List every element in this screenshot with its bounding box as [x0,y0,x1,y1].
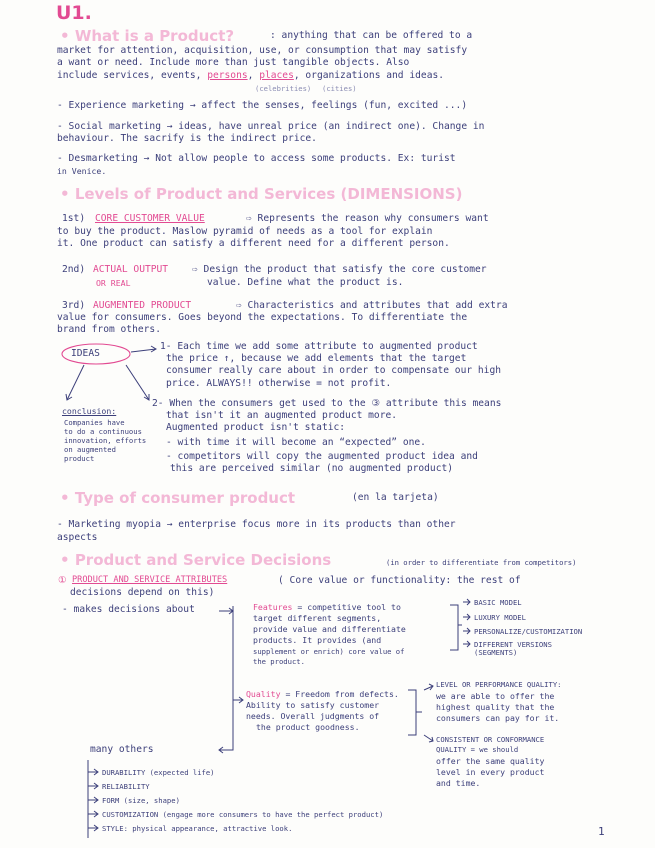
idea2-line4: - with time it will become an “expected” one. [166,437,426,448]
quality-block [246,689,399,699]
features-line2: target different segments, [253,613,382,623]
other-style: STYLE: physical appearance, attractive look. [102,824,293,833]
idea1-line2: the price ↑, because we add elements that the target [166,353,467,364]
quality-line4: the product goodness. [256,722,360,732]
conclusion-title: conclusion: [62,406,117,416]
myopia-line2: aspects [57,532,98,543]
conformance-quality-4: level in every product [436,767,545,777]
attributes-number: ① [58,575,67,586]
section-heading-product: • What is a Product? [60,27,235,45]
actual-line1: ⇨ Design the product that satisfy the core customer [192,264,487,275]
augmented-product-label: AUGMENTED PRODUCT [93,300,192,311]
product-def-line3: a want or need. Include more than just tangible objects. Also [57,57,410,68]
level-quality-1: LEVEL OR PERFORMANCE QUALITY: [436,680,562,689]
model-luxury: LUXURY MODEL [474,613,526,622]
features-line3: provide value and differentiate [253,624,406,634]
conclusion-line3: innovation, efforts [64,436,147,445]
conclusion-line5: product [64,454,95,463]
attributes-line1: ( Core value or functionality: the rest of [278,575,521,586]
augmented-line2: value for consumers. Goes beyond the expectations. To differentiate the [57,312,468,323]
features-line6: the product. [253,657,305,666]
page-title: U1. [56,2,92,24]
quality-label: Quality [246,689,281,699]
conformance-quality-5: and time. [436,778,481,788]
product-def-line4: include services, events, persons, places, organizations and ideas. [57,70,445,81]
idea2-line2: that isn't it an augmented product more. [166,410,398,421]
features-line5: supplement or enrich) core value of [253,647,405,656]
decisions-heading-text: Product and Service Decisions [74,551,332,569]
product-def-line4a: include services, events, [57,70,202,81]
features-line4: products. It provides (and [253,635,382,645]
idea2-line3: Augmented product isn't static: [166,422,346,433]
product-def-line1: : anything that can be offered to a [270,30,473,41]
core-line1: ⇨ Represents the reason why consumers want [246,213,489,224]
level-quality-4: consumers can pay for it. [436,713,560,723]
idea2-line1: 2- When the consumers get used to the ③ attribute this means [152,398,502,409]
idea1-line4: price. ALWAYS!! otherwise = not profit. [166,378,392,389]
quality-line1: = Freedom from defects. [285,689,399,699]
core-customer-value-label: CORE CUSTOMER VALUE [95,213,205,224]
idea1-line1: 1- Each time we add some attribute to augmented product [160,341,478,352]
page-number: 1 [598,825,605,838]
quality-line3: needs. Overall judgments of [246,711,380,721]
model-personalize: PERSONALIZE/CUSTOMIZATION [474,627,583,636]
product-def-line4b: , organizations and ideas. [293,70,445,81]
actual-or-real: OR REAL [96,278,131,288]
makes-decisions: - makes decisions about [62,604,195,615]
desmarketing-1: - Desmarketing → Not allow people to access some products. Ex: turist [57,153,456,164]
desmarketing-2: in Venice. [57,166,107,176]
ideas-label: IDEAS [71,348,100,359]
level-quality-3: highest quality that the [436,702,555,712]
model-basic: BASIC MODEL [474,598,522,607]
product-def-line2: market for attention, acquisition, use, or consumption that may satisfy [57,45,468,56]
social-marketing-1: - Social marketing → ideas, have unreal price (an indirect one). Change in [57,121,485,132]
core-line2: to buy the product. Maslow pyramid of needs as a tool for explain [57,226,433,237]
actual-output-label: ACTUAL OUTPUT [93,264,169,275]
levels-heading-text: Levels of Product and Services (DIMENSIONS) [74,185,463,203]
consumer-heading-text: Type of consumer product [74,489,296,507]
features-label: Features [253,602,293,612]
level-quality-2: we are able to offer the [436,691,555,701]
decisions-heading-note: (in order to differentiate from competitors) [386,558,577,567]
idea1-line3: consumer really care about in order to compensate our high [166,365,502,376]
augmented-line3: brand from others. [57,324,161,335]
conclusion-line2: to do a continuous [64,427,142,436]
core-number: 1st) [62,213,86,224]
experience-marketing: - Experience marketing → affect the senses, feelings (fun, excited ...) [57,100,468,111]
other-reliability: RELIABILITY [102,782,150,791]
conformance-quality-1: CONSISTENT OR CONFORMANCE [436,735,545,744]
persons-word: persons [207,70,248,81]
quality-line2: Ability to satisfy customer [246,700,380,710]
conclusion-line4: on augmented [64,445,116,454]
model-segments: (SEGMENTS) [474,648,518,657]
places-word: places [259,70,294,81]
features-block [253,602,401,612]
conformance-quality-2: QUALITY = we should [436,745,519,754]
product-heading-text: What is a Product? [74,27,235,45]
attributes-line2: decisions depend on this) [70,587,215,598]
conclusion-line1: Companies have [64,418,125,427]
consumer-note: (en la tarjeta) [352,492,439,503]
idea2-line5: - competitors will copy the augmented product idea and [166,451,478,462]
idea2-line6: this are perceived similar (no augmented product) [170,463,454,474]
model-versions: DIFFERENT VERSIONS [474,640,552,649]
celebrities-note: (celebrities) [255,84,312,93]
many-others: many others [90,744,154,755]
myopia-line1: - Marketing myopia → enterprise focus more in its products than other [57,519,456,530]
actual-line2: value. Define what the product is. [207,277,404,288]
other-durability: DURABILITY (expected life) [102,768,215,777]
conformance-quality-3: offer the same quality [436,756,545,766]
other-form: FORM (size, shape) [102,796,180,805]
section-heading-decisions: • Product and Service Decisions [60,551,332,569]
social-marketing-2: behaviour. The sacrify is the indirect price. [57,133,317,144]
augmented-line1: ⇨ Characteristics and attributes that add extra [236,300,508,311]
cities-note: (cities) [322,84,357,93]
core-line3: it. One product can satisfy a different need for a different person. [57,238,450,249]
other-customization: CUSTOMIZATION (engage more consumers to have the perfect product) [102,810,384,819]
actual-number: 2nd) [62,264,86,275]
section-heading-levels: • Levels of Product and Services (DIMENSIONS) [60,185,463,203]
augmented-number: 3rd) [62,300,86,311]
attributes-label: PRODUCT AND SERVICE ATTRIBUTES [72,575,228,585]
section-heading-consumer: • Type of consumer product [60,489,296,507]
features-line1: = competitive tool to [297,602,401,612]
